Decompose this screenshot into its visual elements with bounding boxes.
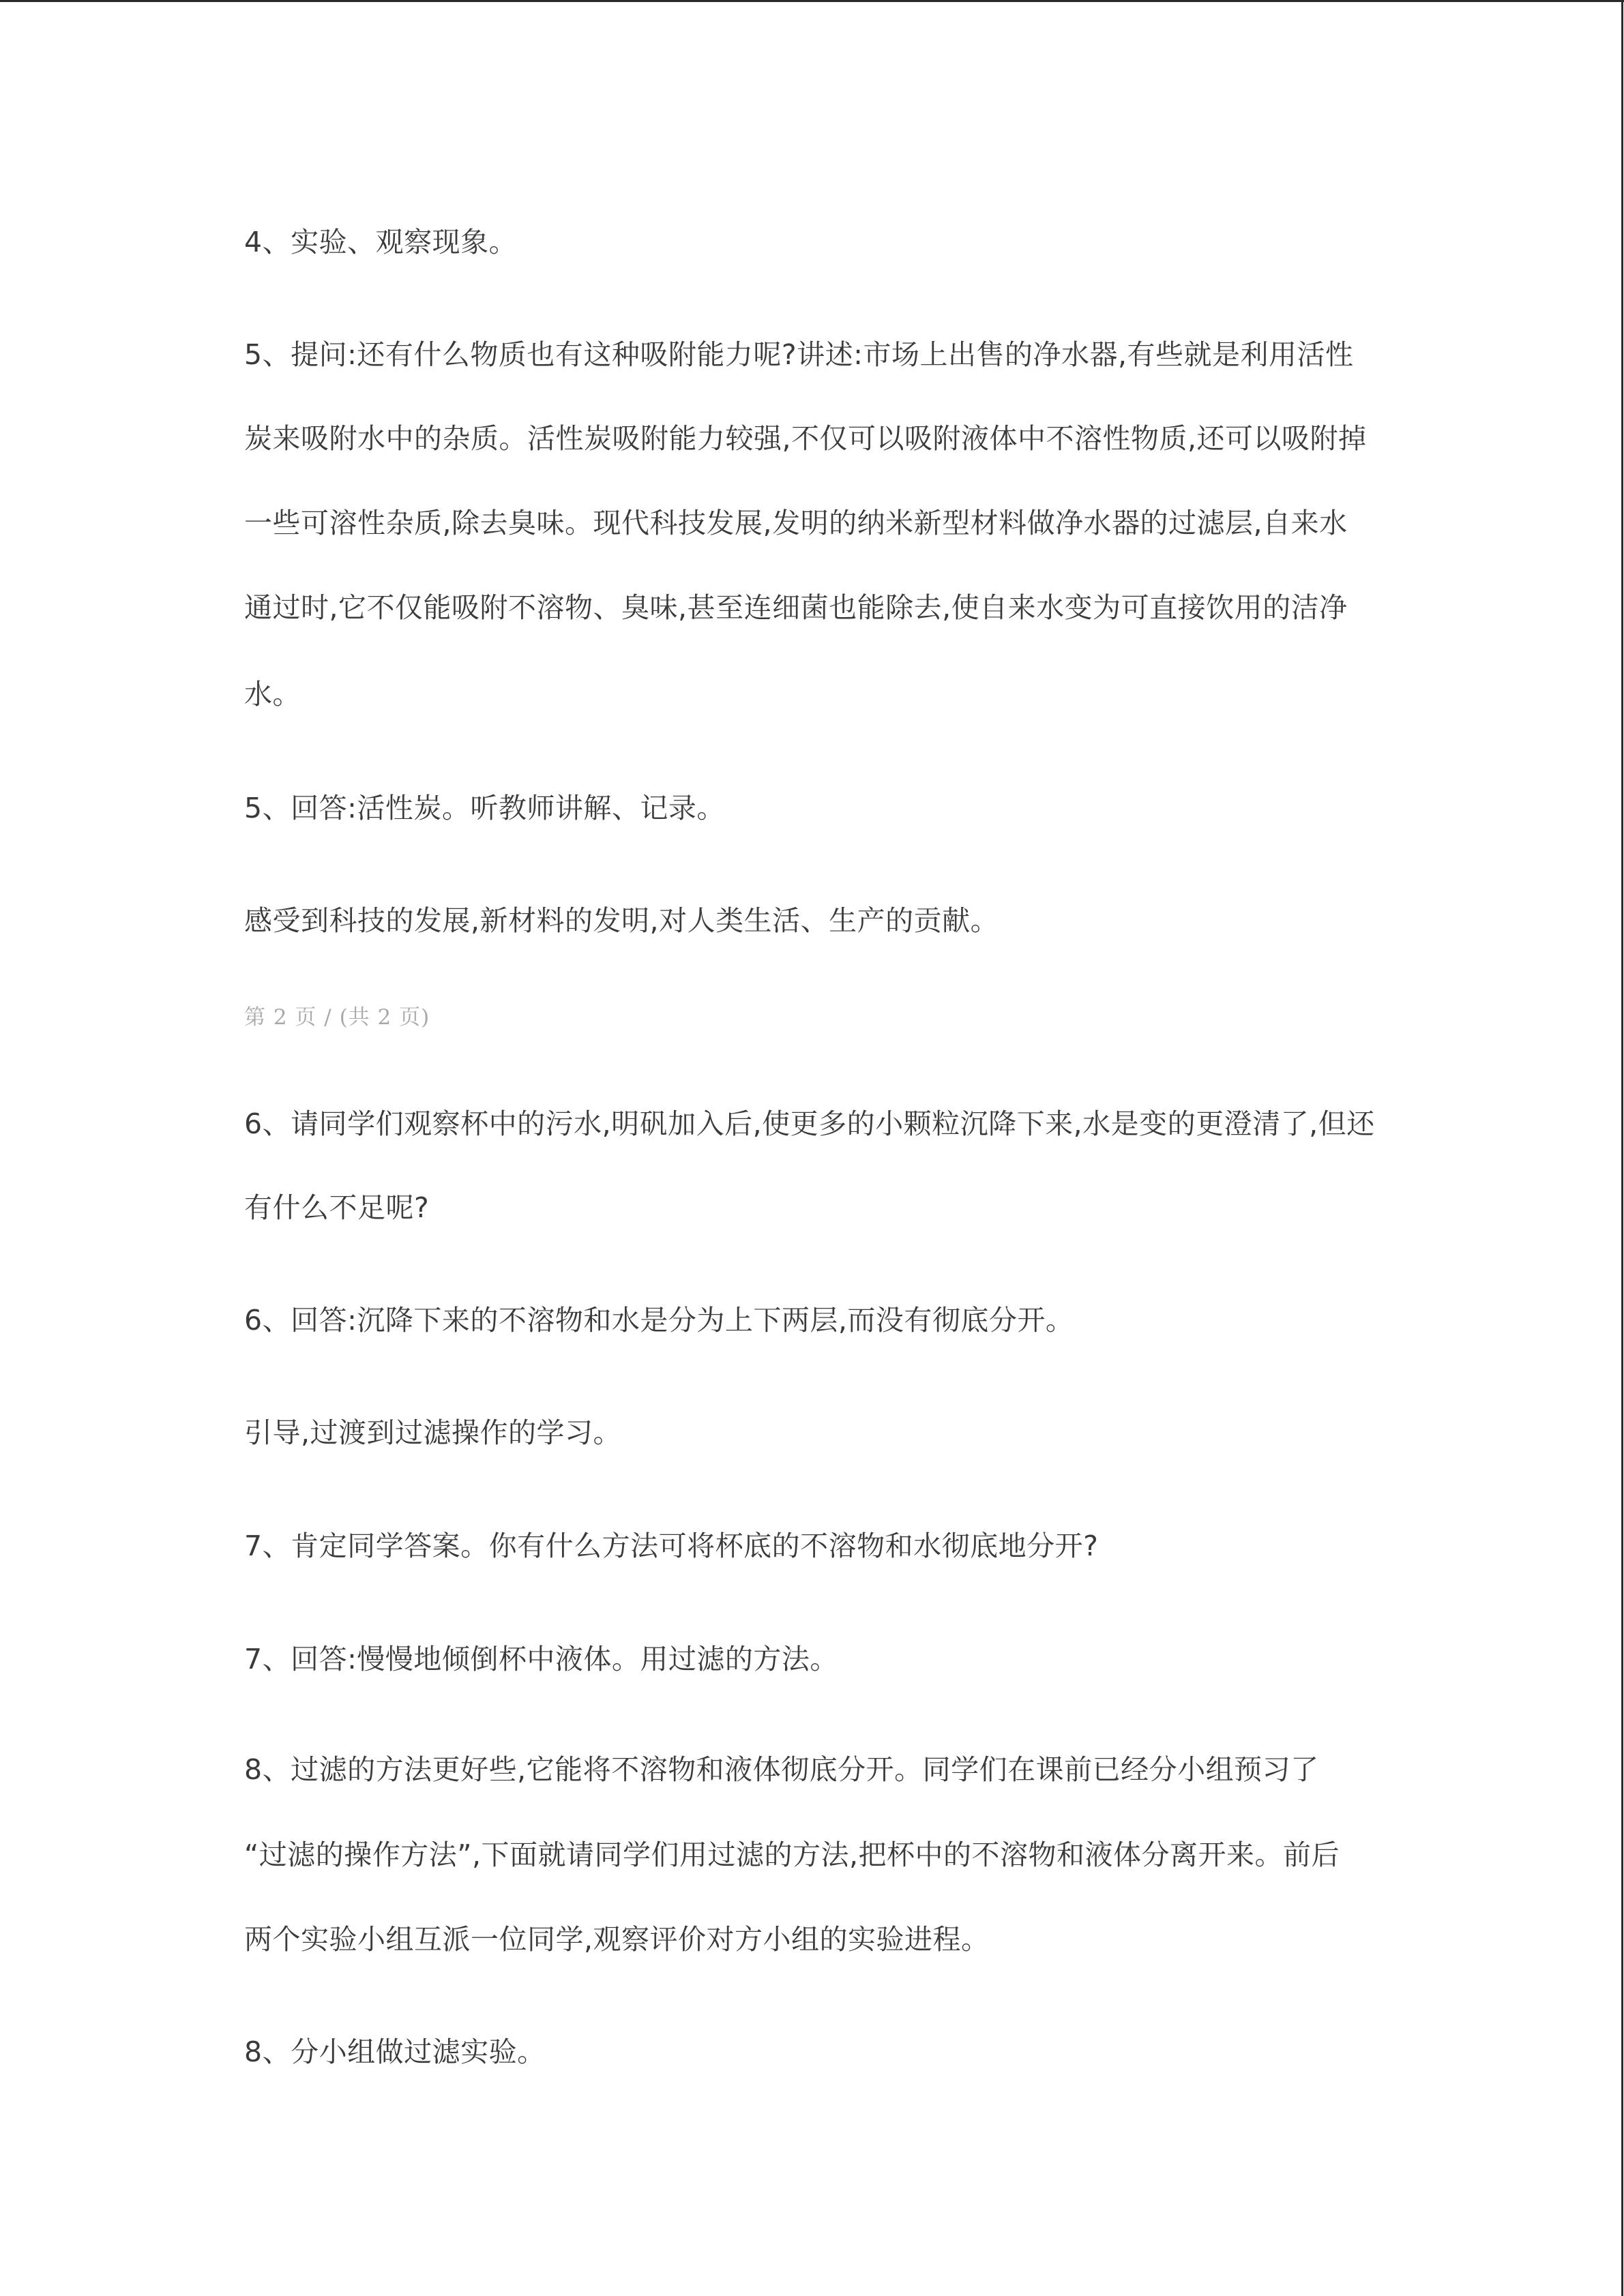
paragraph-line: 炭来吸附水中的杂质。活性炭吸附能力较强,不仅可以吸附液体中不溶性物质,还可以吸附掉 (244, 422, 1367, 455)
paragraph-line: 5、回答:活性炭。听教师讲解、记录。 (244, 792, 725, 824)
paragraph-line: 7、肯定同学答案。你有什么方法可将杯底的不溶物和水彻底地分开? (244, 1530, 1099, 1562)
paragraph-line: 6、回答:沉降下来的不溶物和水是分为上下两层,而没有彻底分开。 (244, 1304, 1074, 1337)
paragraph-line: 8、分小组做过滤实验。 (244, 2036, 546, 2068)
paragraph-line: 引导,过渡到过滤操作的学习。 (244, 1416, 622, 1449)
right-border (1621, 0, 1623, 2296)
paragraph-line: 通过时,它不仅能吸附不溶物、臭味,甚至连细菌也能除去,使自来水变为可直接饮用的洁净 (244, 591, 1348, 624)
top-border (0, 0, 1624, 2)
paragraph-line: 4、实验、观察现象。 (244, 226, 518, 258)
paragraph-line: 7、回答:慢慢地倾倒杯中液体。用过滤的方法。 (244, 1643, 838, 1675)
paragraph-line: 水。 (244, 678, 301, 711)
paragraph-line: 6、请同学们观察杯中的污水,明矾加入后,使更多的小颗粒沉降下来,水是变的更澄清了,但还 (244, 1107, 1375, 1140)
paragraph-line: 有什么不足呢? (244, 1191, 430, 1224)
page-number-footer: 第 2 页 / (共 2 页) (244, 1005, 430, 1030)
paragraph-line: 5、提问:还有什么物质也有这种吸附能力呢?讲述:市场上出售的净水器,有些就是利用活性 (244, 338, 1354, 371)
paragraph-line: “过滤的操作方法”,下面就请同学们用过滤的方法,把杯中的不溶物和液体分离开来。前后 (244, 1838, 1340, 1871)
paragraph-line: 8、过滤的方法更好些,它能将不溶物和液体彻底分开。同学们在课前已经分小组预习了 (244, 1753, 1319, 1786)
paragraph-line: 两个实验小组互派一位同学,观察评价对方小组的实验进程。 (244, 1923, 990, 1956)
paragraph-line: 感受到科技的发展,新材料的发明,对人类生活、生产的贡献。 (244, 904, 999, 937)
paragraph-line: 一些可溶性杂质,除去臭味。现代科技发展,发明的纳米新型材料做净水器的过滤层,自来水 (244, 507, 1348, 539)
